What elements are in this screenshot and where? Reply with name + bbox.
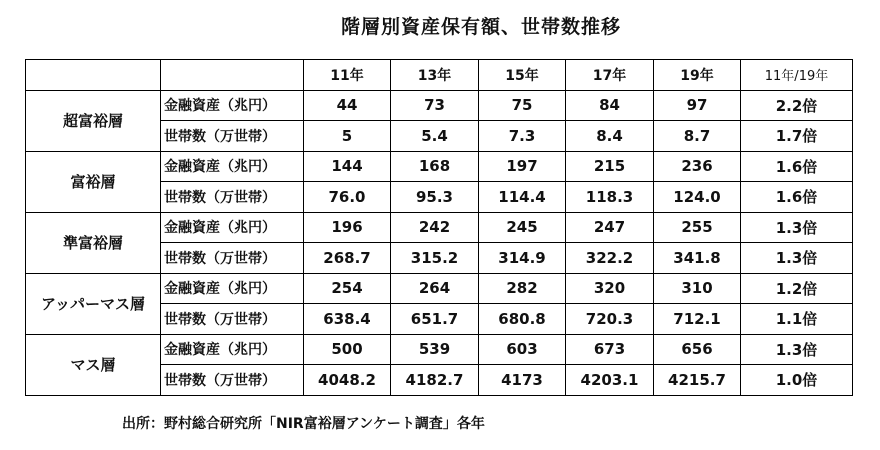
table-cell: 5.4 [391,121,479,152]
table-cell: 4203.1 [566,365,654,396]
table-cell: 95.3 [391,182,479,213]
ratio-cell: 1.3倍 [741,334,853,365]
metric-label: 世帯数（万世帯） [161,121,304,152]
ratio-cell: 1.3倍 [741,243,853,274]
table-cell: 268.7 [304,243,391,274]
table-cell: 168 [391,151,479,182]
table-row [26,334,853,365]
table-cell: 144 [304,151,391,182]
table-cell: 314.9 [479,243,566,274]
table-cell: 5 [304,121,391,152]
table-cell: 255 [654,212,741,243]
table-cell: 4048.2 [304,365,391,396]
tier-label: 準富裕層 [26,212,161,273]
table-cell: 75 [479,90,566,121]
table-cell: 4182.7 [391,365,479,396]
page-title: 階層別資産保有額、世帯数推移 [340,16,621,38]
asset-table [25,59,853,396]
table-cell: 114.4 [479,182,566,213]
metric-label: 金融資産（兆円） [161,151,304,182]
table-cell: 73 [391,90,479,121]
header-row [26,60,853,91]
table-row [26,273,853,304]
ratio-cell: 2.2倍 [741,90,853,121]
table-cell: 44 [304,90,391,121]
table-row [26,90,853,121]
ratio-cell: 1.3倍 [741,212,853,243]
ratio-cell: 1.6倍 [741,182,853,213]
table-cell: 673 [566,334,654,365]
table-cell: 254 [304,273,391,304]
table-cell: 539 [391,334,479,365]
column-header-ratio: 11年/19年 [741,60,853,91]
header-corner-metric [161,60,304,91]
table-cell: 322.2 [566,243,654,274]
table-cell: 638.4 [304,304,391,335]
table-cell: 310 [654,273,741,304]
ratio-cell: 1.7倍 [741,121,853,152]
table-cell: 603 [479,334,566,365]
table-cell: 651.7 [391,304,479,335]
table-cell: 8.7 [654,121,741,152]
table-cell: 84 [566,90,654,121]
tier-label: アッパーマス層 [26,273,161,334]
ratio-cell: 1.6倍 [741,151,853,182]
ratio-cell: 1.1倍 [741,304,853,335]
table-row [26,212,853,243]
metric-label: 世帯数（万世帯） [161,365,304,396]
table-cell: 500 [304,334,391,365]
column-header: 19年 [654,60,741,91]
table-cell: 320 [566,273,654,304]
table-cell: 245 [479,212,566,243]
table-cell: 124.0 [654,182,741,213]
table-cell: 282 [479,273,566,304]
source-note: 出所：野村総合研究所「NIR富裕層アンケート調査」各年 [122,416,485,432]
table-cell: 97 [654,90,741,121]
table-cell: 118.3 [566,182,654,213]
table-cell: 341.8 [654,243,741,274]
table-cell: 4173 [479,365,566,396]
column-header: 11年 [304,60,391,91]
table-cell: 656 [654,334,741,365]
ratio-cell: 1.0倍 [741,365,853,396]
column-header: 17年 [566,60,654,91]
metric-label: 世帯数（万世帯） [161,243,304,274]
table-cell: 315.2 [391,243,479,274]
metric-label: 金融資産（兆円） [161,273,304,304]
table-cell: 8.4 [566,121,654,152]
tier-label: マス層 [26,334,161,395]
ratio-cell: 1.2倍 [741,273,853,304]
metric-label: 金融資産（兆円） [161,90,304,121]
table-cell: 7.3 [479,121,566,152]
table-row [26,151,853,182]
table-cell: 236 [654,151,741,182]
column-header: 15年 [479,60,566,91]
table-cell: 197 [479,151,566,182]
table-cell: 76.0 [304,182,391,213]
table-cell: 242 [391,212,479,243]
table-cell: 196 [304,212,391,243]
table-cell: 720.3 [566,304,654,335]
table-cell: 215 [566,151,654,182]
metric-label: 金融資産（兆円） [161,212,304,243]
table-cell: 247 [566,212,654,243]
tier-label: 超富裕層 [26,90,161,151]
header-corner-tier [26,60,161,91]
table-cell: 680.8 [479,304,566,335]
tier-label: 富裕層 [26,151,161,212]
table-cell: 712.1 [654,304,741,335]
metric-label: 世帯数（万世帯） [161,304,304,335]
column-header: 13年 [391,60,479,91]
table-cell: 4215.7 [654,365,741,396]
metric-label: 世帯数（万世帯） [161,182,304,213]
table-cell: 264 [391,273,479,304]
metric-label: 金融資産（兆円） [161,334,304,365]
